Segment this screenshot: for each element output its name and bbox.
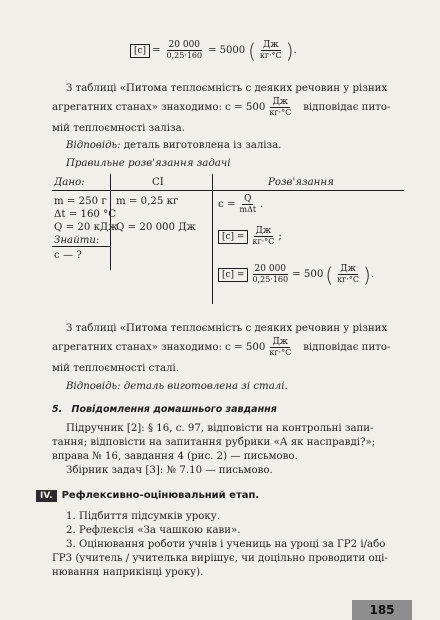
section5-line2: тання; відповісти на запитання рубрики «А як насправді?»; [52, 437, 376, 448]
find-value: c — ? [54, 250, 82, 261]
col-si-header: СІ [152, 177, 164, 188]
top-unit-paren: ( $\frac{Дж}{кг\cdot^\circ С}$ ) [248, 38, 294, 63]
col-solution-header: Розв'язання [268, 177, 334, 188]
given-heat: Q = 20 кДж [54, 222, 118, 233]
section4-item-2: 2. Рефлексія «За чашкою кави». [66, 525, 241, 536]
para2-line2: агрегатних станах» знаходимо: c = 500 $\frac{Дж}{кг\cdot^\circ С}$ відповідає пито- [52, 337, 391, 357]
para2-line1: З таблиці «Питома теплоємність c деяких речовин у різних [66, 323, 388, 334]
section4-line5: нювання наприкінці уроку). [52, 567, 204, 578]
section4-badge: IV. [36, 490, 57, 502]
section5-line1: Підручник [2]: § 16, с. 97, відповісти на контрольні запи- [66, 423, 374, 434]
answer2: Відповідь: деталь виготовлена зі сталі. [66, 381, 288, 392]
section5-heading: 5. Повідомлення домашнього завдання [52, 404, 277, 415]
correct-solution-heading: Правильне розв'язання задачі [66, 158, 231, 169]
unit-bracket: [c] [130, 44, 150, 58]
answer1: Відповідь: деталь виготовлена із заліза. [66, 140, 282, 151]
top-eq-value: = 5000 [208, 45, 246, 56]
top-formula: [c] = $\frac{20 000}{0,25\cdot 160}$ = 5000 ( $\frac{Дж}{кг\cdot^\circ С}$ ) . [130, 40, 297, 61]
sol-result: [c] = $\frac{20 000}{0,25\cdot 160}$ = 500 ( $\frac{Дж}{кг\cdot^\circ С}$ ) . [218, 264, 374, 285]
para1-line1: З таблиці «Питома теплоємність c деяких речовин у різних [66, 83, 388, 94]
si-heat: Q = 20 000 Дж [116, 222, 196, 233]
section5-line4: Збірник задач [3]: № 7.10 — письмово. [66, 465, 273, 476]
section4-heading: IV. Рефлексивно-оцінювальний етап. [36, 490, 259, 502]
col-given-header: Дано: [54, 177, 85, 188]
si-mass: m = 0,25 кг [116, 196, 179, 207]
given-mass: m = 250 г [54, 196, 107, 207]
section4-item-1: 1. Підбиття підсумків уроку. [66, 511, 221, 522]
para1-line3: мій теплоємності заліза. [52, 123, 185, 134]
para2-unit: $\frac{Дж}{кг\cdot^\circ С}$ [269, 337, 292, 357]
section4-item-3: 3. Оцінювання роботи учнів і учениць на уроці за ГР2 і/або [66, 539, 386, 550]
sol-formula: c = $\frac{Q}{\text{mΔt}}$ . [218, 194, 264, 214]
para1-line2: агрегатних станах» знаходимо: c = 500 $\frac{Дж}{кг\cdot^\circ С}$ відповідає пито- [52, 97, 391, 117]
page-number: 185 [352, 600, 412, 620]
top-fraction: $\frac{20 000}{0,25\cdot 160}$ [166, 40, 203, 60]
section5-line3: вправа № 16, завдання 4 (рис. 2) — письмово. [52, 451, 298, 462]
para1-unit: $\frac{Дж}{кг\cdot^\circ С}$ [269, 97, 292, 117]
table-divider-2 [212, 174, 213, 304]
given-delta-t: Δt = 160 °С [54, 209, 117, 220]
table-header-rule [52, 190, 404, 191]
problem-table [52, 174, 404, 304]
para2-line3: мій теплоємності сталі. [52, 363, 180, 374]
find-label: Знайти: [54, 235, 100, 246]
section4-line4: ГР3 (учитель / учителька вирішує, чи доцільно проводити оці- [52, 553, 388, 564]
sol-unit: [c] = $\frac{Дж}{кг\cdot^\circ С}$ ; [218, 226, 282, 247]
